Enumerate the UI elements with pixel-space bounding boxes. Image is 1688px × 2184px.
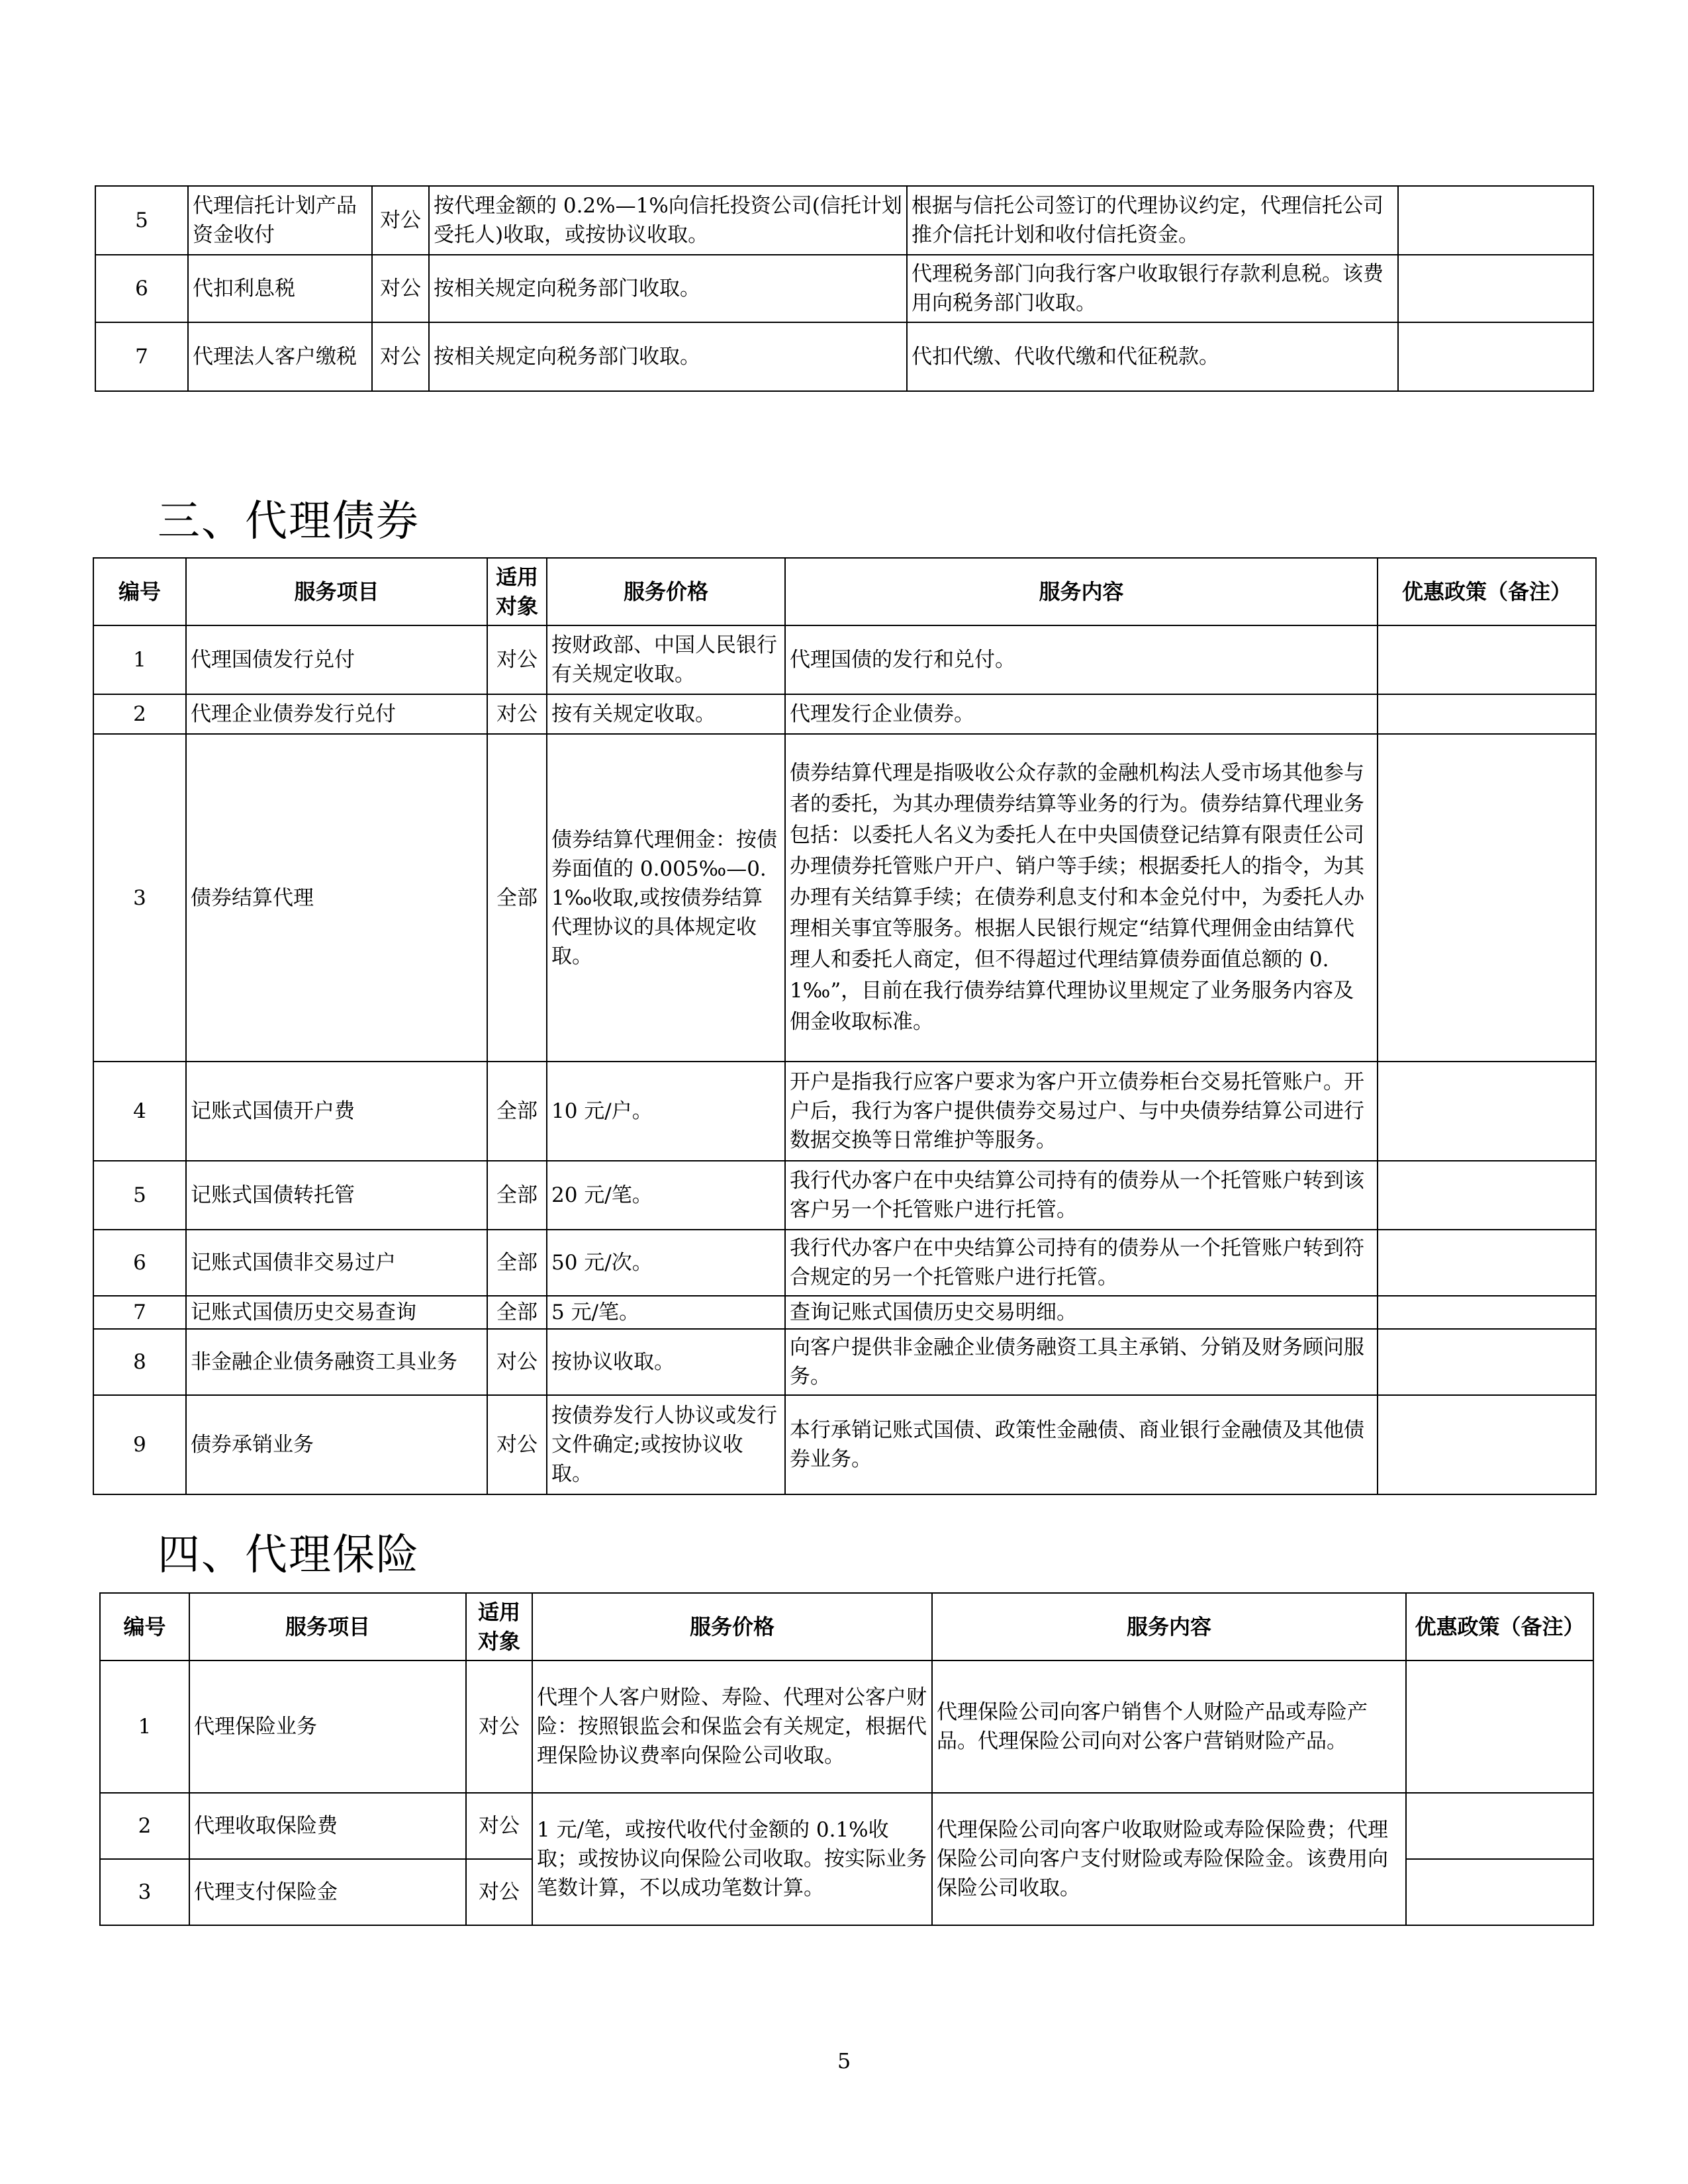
target-client: 全部 — [487, 734, 547, 1062]
policy-note — [1378, 1230, 1596, 1296]
target-client: 对公 — [466, 1859, 532, 1925]
policy-note — [1378, 694, 1596, 734]
policy-note — [1378, 1296, 1596, 1329]
target-client: 对公 — [466, 1793, 532, 1859]
target-client: 对公 — [487, 1329, 547, 1395]
target-client: 对公 — [466, 1661, 532, 1793]
table-header-row — [93, 558, 1596, 625]
service-item: 代理信托计划产品资金收付 — [188, 186, 372, 255]
table-row — [93, 625, 1596, 694]
service-item: 债券结算代理 — [186, 734, 487, 1062]
bond-services-table — [93, 557, 1597, 1495]
header-note: 优惠政策（备注） — [1378, 558, 1596, 625]
row-number: 7 — [93, 1296, 186, 1329]
policy-note — [1378, 1161, 1596, 1230]
table-row — [95, 255, 1593, 322]
service-price: 按协议收取。 — [547, 1329, 785, 1395]
service-item: 代理保险业务 — [189, 1661, 466, 1793]
service-item: 记账式国债非交易过户 — [186, 1230, 487, 1296]
table-row — [95, 186, 1593, 255]
section-title-bonds: 三、代理债券 — [158, 497, 420, 546]
table-row — [100, 1793, 1593, 1859]
service-price: 5 元/笔。 — [547, 1296, 785, 1329]
service-content: 我行代办客户在中央结算公司持有的债券从一个托管账户转到符合规定的另一个托管账户进行托管。 — [785, 1230, 1378, 1296]
row-number: 1 — [100, 1661, 189, 1793]
row-number: 2 — [93, 694, 186, 734]
service-content: 我行代办客户在中央结算公司持有的债券从一个托管账户转到该客户另一个托管账户进行托管。 — [785, 1161, 1378, 1230]
service-price: 债券结算代理佣金：按债券面值的 0.005‰—0.1‰收取,或按债券结算代理协议的具体规定收取。 — [547, 734, 785, 1062]
continued-fee-table — [95, 185, 1594, 392]
service-price: 按财政部、中国人民银行有关规定收取。 — [547, 625, 785, 694]
row-number: 2 — [100, 1793, 189, 1859]
target-client: 对公 — [372, 322, 429, 391]
target-client: 对公 — [372, 186, 429, 255]
target-client: 对公 — [487, 1395, 547, 1494]
policy-note — [1406, 1661, 1593, 1793]
service-price: 代理个人客户财险、寿险、代理对公客户财险：按照银监会和保监会有关规定，根据代理保险协议费率向保险公司收取。 — [532, 1661, 932, 1793]
row-number: 6 — [95, 255, 188, 322]
header-no: 编号 — [100, 1593, 189, 1661]
service-content: 代理保险公司向客户收取财险或寿险保险费；代理保险公司向客户支付财险或寿险保险金。该费用向保险公司收取。 — [932, 1793, 1406, 1925]
header-item: 服务项目 — [189, 1593, 466, 1661]
service-price: 按债券发行人协议或发行文件确定;或按协议收取。 — [547, 1395, 785, 1494]
service-content: 本行承销记账式国债、政策性金融债、商业银行金融债及其他债券业务。 — [785, 1395, 1378, 1494]
service-price: 按代理金额的 0.2%—1%向信托投资公司(信托计划受托人)收取，或按协议收取。 — [429, 186, 907, 255]
service-content: 查询记账式国债历史交易明细。 — [785, 1296, 1378, 1329]
service-price: 50 元/次。 — [547, 1230, 785, 1296]
row-number: 5 — [95, 186, 188, 255]
service-item: 代理国债发行兑付 — [186, 625, 487, 694]
table-row — [93, 1062, 1596, 1161]
service-item: 债券承销业务 — [186, 1395, 487, 1494]
service-content: 代理发行企业债券。 — [785, 694, 1378, 734]
row-number: 3 — [93, 734, 186, 1062]
header-note: 优惠政策（备注） — [1406, 1593, 1593, 1661]
service-price: 按相关规定向税务部门收取。 — [429, 255, 907, 322]
table-row — [93, 1329, 1596, 1395]
row-number: 6 — [93, 1230, 186, 1296]
page-number: 5 — [837, 2048, 851, 2073]
policy-note — [1398, 322, 1593, 391]
table-row — [93, 1161, 1596, 1230]
service-content: 债券结算代理是指吸收公众存款的金融机构法人受市场其他参与者的委托，为其办理债券结算等业务的行为。债券结算代理业务包括：以委托人名义为委托人在中央国债登记结算有限责任公司办理债券托管账户开户、销户等手续；根据委托人的指令，为其办理有关结算手续；在债券利息支付和本金兑付中，为委托人办理相关事宜等服务。根据人民银行规定“结算代理佣金由结算代理人和委托人商定，但不得超过代理结算债券面值总额的 0.1‰”，目前在我行债券结算代理协议里规定了业务服务内容及佣金收取标准。 — [785, 734, 1378, 1062]
service-price: 10 元/户。 — [547, 1062, 785, 1161]
service-item: 记账式国债开户费 — [186, 1062, 487, 1161]
section-title-insurance: 四、代理保险 — [158, 1531, 420, 1580]
insurance-services-table — [99, 1592, 1594, 1926]
target-client: 对公 — [487, 694, 547, 734]
header-content: 服务内容 — [785, 558, 1378, 625]
policy-note — [1398, 186, 1593, 255]
table-row — [93, 734, 1596, 1062]
target-client: 全部 — [487, 1161, 547, 1230]
service-price: 1 元/笔，或按代收代付金额的 0.1%收取；或按协议向保险公司收取。按实际业务笔数计算，不以成功笔数计算。 — [532, 1793, 932, 1925]
service-content: 代理税务部门向我行客户收取银行存款利息税。该费用向税务部门收取。 — [907, 255, 1398, 322]
header-content: 服务内容 — [932, 1593, 1406, 1661]
service-item: 代理支付保险金 — [189, 1859, 466, 1925]
header-target: 适用对象 — [466, 1593, 532, 1661]
header-item: 服务项目 — [186, 558, 487, 625]
table-row — [93, 694, 1596, 734]
target-client: 全部 — [487, 1062, 547, 1161]
row-number: 9 — [93, 1395, 186, 1494]
row-number: 1 — [93, 625, 186, 694]
table-row — [93, 1296, 1596, 1329]
policy-note — [1398, 255, 1593, 322]
table-header-row — [100, 1593, 1593, 1661]
service-item: 记账式国债转托管 — [186, 1161, 487, 1230]
table-row — [100, 1661, 1593, 1793]
header-target: 适用对象 — [487, 558, 547, 625]
service-item: 代理企业债券发行兑付 — [186, 694, 487, 734]
service-item: 代理法人客户缴税 — [188, 322, 372, 391]
target-client: 全部 — [487, 1230, 547, 1296]
service-item: 代扣利息税 — [188, 255, 372, 322]
policy-note — [1378, 625, 1596, 694]
row-number: 5 — [93, 1161, 186, 1230]
table-row — [95, 322, 1593, 391]
service-price: 按相关规定向税务部门收取。 — [429, 322, 907, 391]
table-row — [93, 1230, 1596, 1296]
service-content: 代理保险公司向客户销售个人财险产品或寿险产品。代理保险公司向对公客户营销财险产品。 — [932, 1661, 1406, 1793]
service-price: 按有关规定收取。 — [547, 694, 785, 734]
header-price: 服务价格 — [547, 558, 785, 625]
service-price: 20 元/笔。 — [547, 1161, 785, 1230]
target-client: 全部 — [487, 1296, 547, 1329]
header-price: 服务价格 — [532, 1593, 932, 1661]
row-number: 4 — [93, 1062, 186, 1161]
target-client: 对公 — [487, 625, 547, 694]
policy-note — [1378, 734, 1596, 1062]
policy-note — [1378, 1395, 1596, 1494]
policy-note — [1406, 1793, 1593, 1859]
target-client: 对公 — [372, 255, 429, 322]
service-content: 根据与信托公司签订的代理协议约定，代理信托公司推介信托计划和收付信托资金。 — [907, 186, 1398, 255]
service-content: 代扣代缴、代收代缴和代征税款。 — [907, 322, 1398, 391]
service-item: 非金融企业债务融资工具业务 — [186, 1329, 487, 1395]
row-number: 8 — [93, 1329, 186, 1395]
row-number: 3 — [100, 1859, 189, 1925]
service-content: 向客户提供非金融企业债务融资工具主承销、分销及财务顾问服务。 — [785, 1329, 1378, 1395]
service-item: 代理收取保险费 — [189, 1793, 466, 1859]
policy-note — [1378, 1062, 1596, 1161]
service-content: 代理国债的发行和兑付。 — [785, 625, 1378, 694]
header-no: 编号 — [93, 558, 186, 625]
policy-note — [1378, 1329, 1596, 1395]
policy-note — [1406, 1859, 1593, 1925]
service-item: 记账式国债历史交易查询 — [186, 1296, 487, 1329]
table-row — [93, 1395, 1596, 1494]
row-number: 7 — [95, 322, 188, 391]
service-content: 开户是指我行应客户要求为客户开立债券柜台交易托管账户。开户后，我行为客户提供债券交易过户、与中央债券结算公司进行数据交换等日常维护等服务。 — [785, 1062, 1378, 1161]
